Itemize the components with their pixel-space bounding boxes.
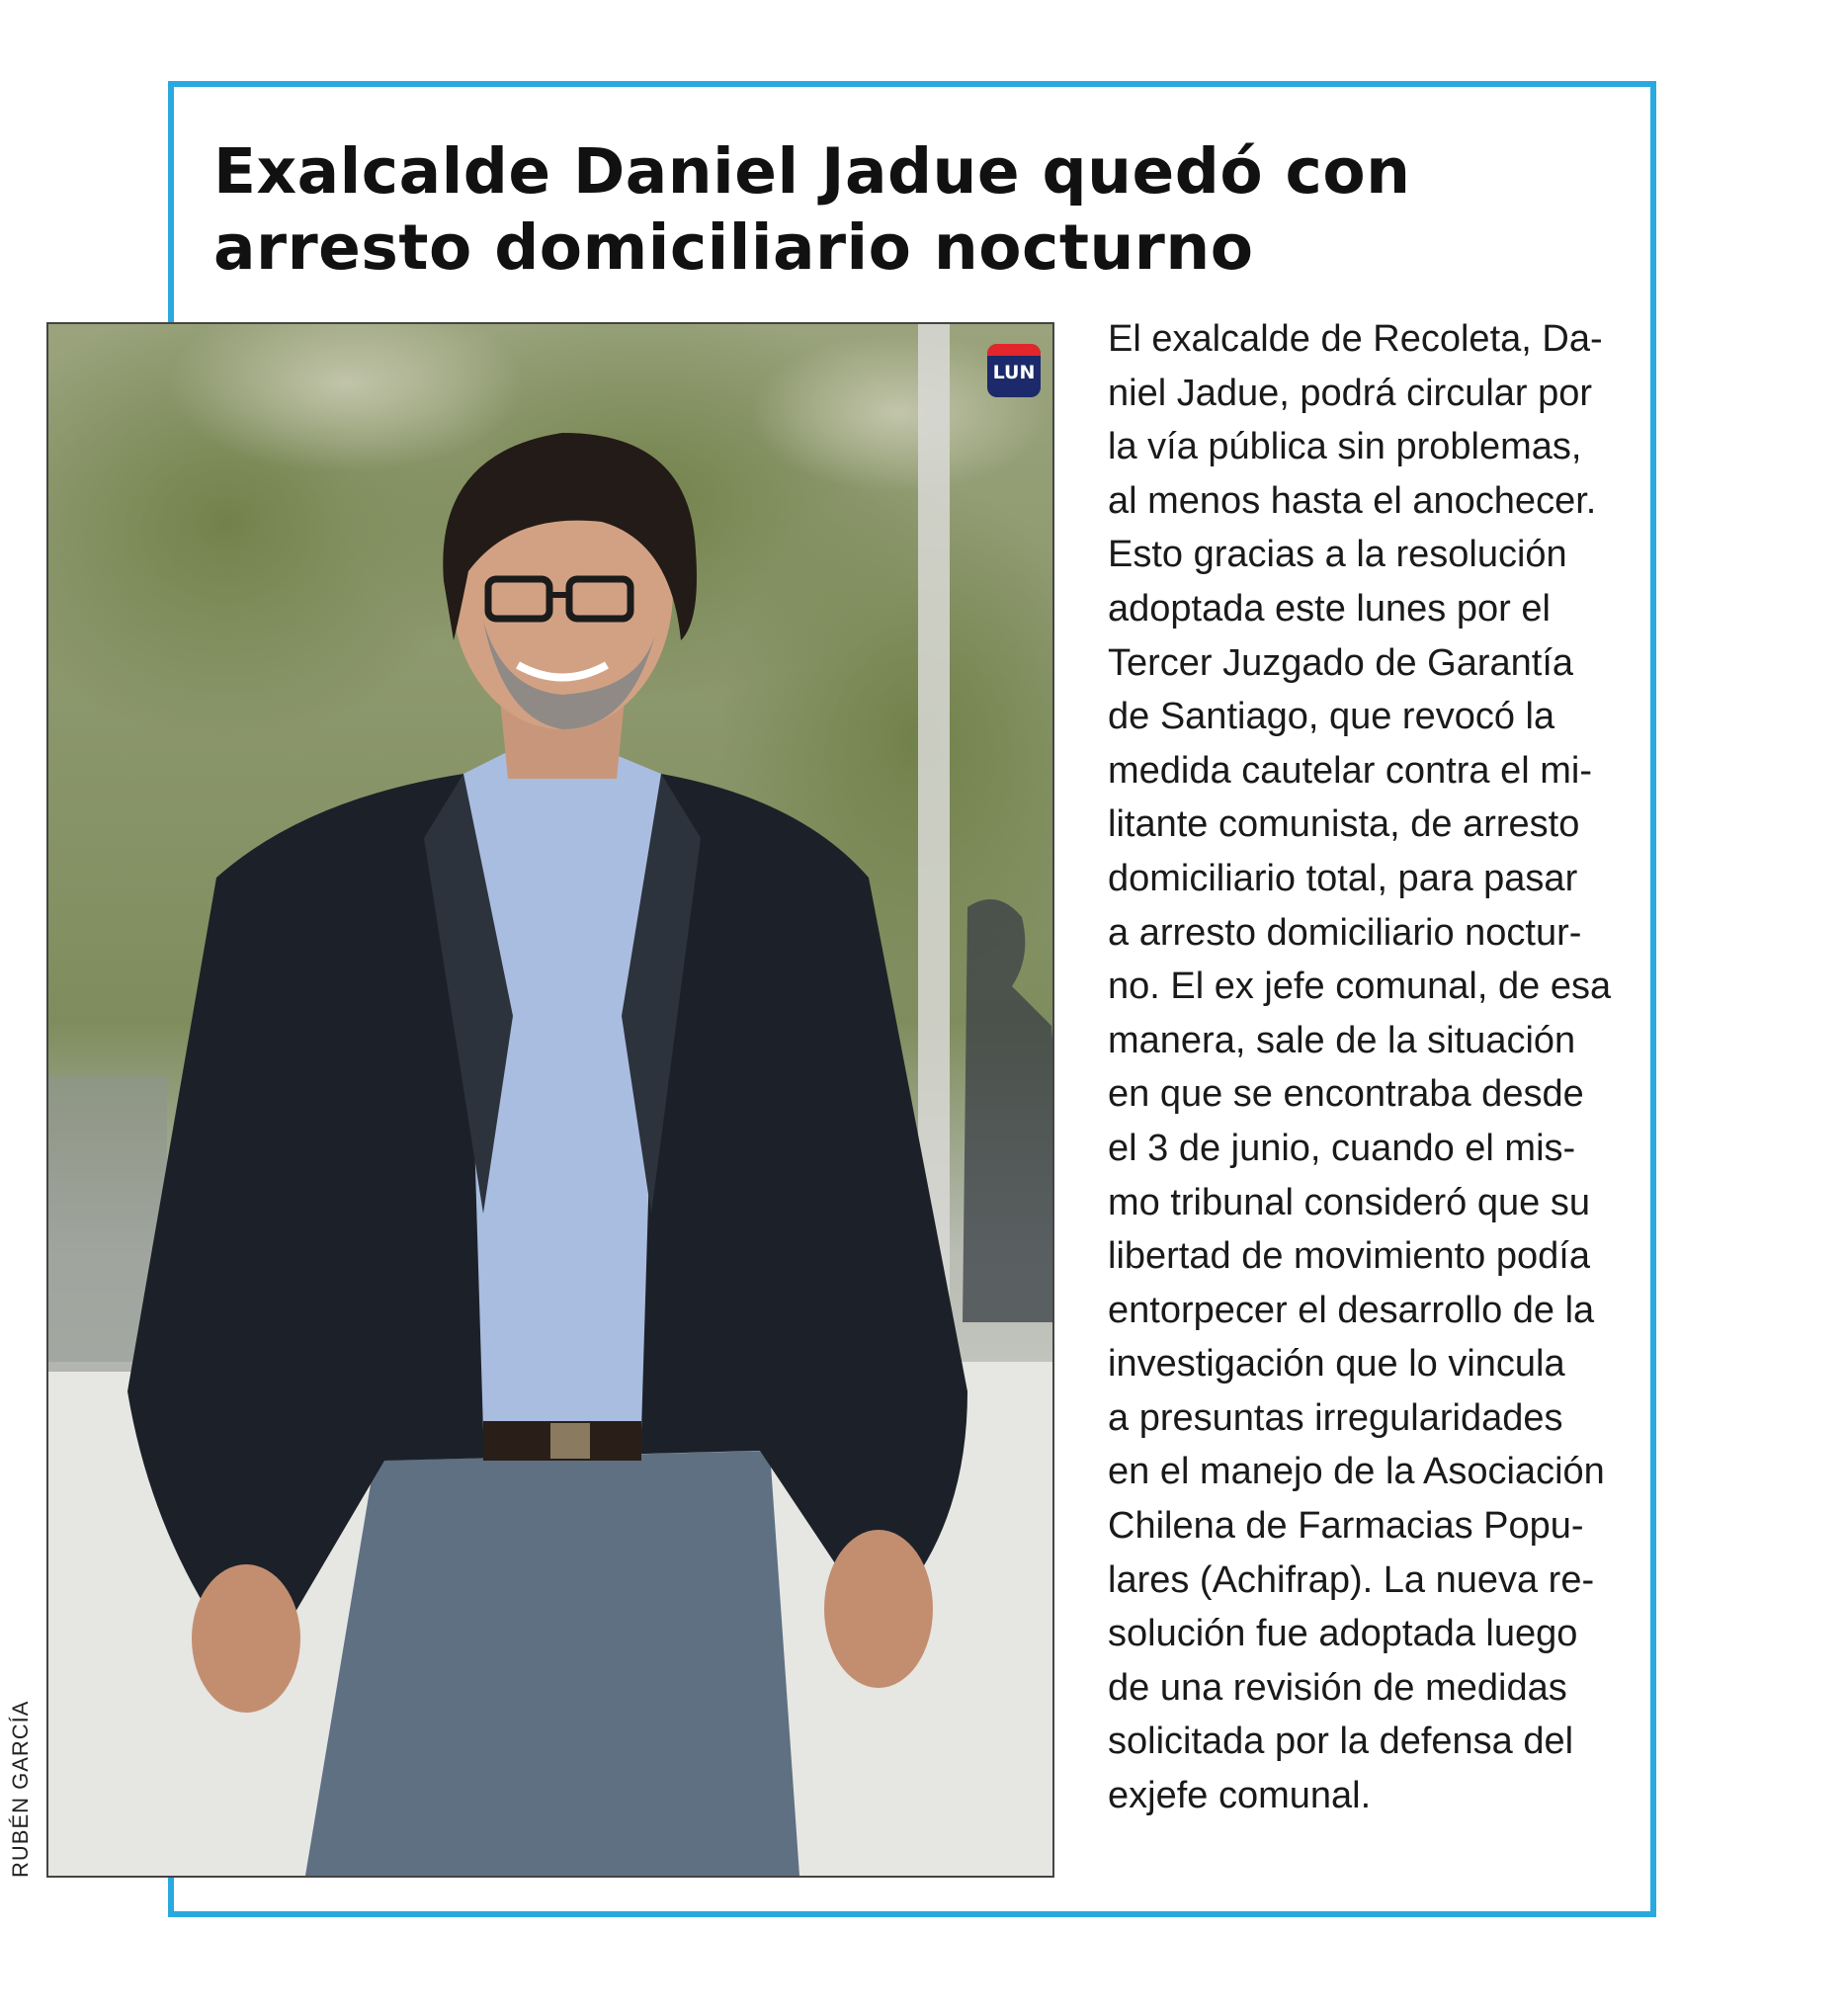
- article-body: El exalcalde de Recoleta, Da- niel Jadue, podrá circular por la vía pública sin problemas, al menos hasta el anochecer. Esto gracias a la resolución adoptada este lunes por el Tercer Juzgado de Garantía de Santiago, que revocó la medida cautelar contra el mi- litante comunista, de arresto domiciliario total, para pasar a arresto domiciliario noctur- no. El ex jefe comunal, de esa manera, sale de la situación en que se encontraba desde el 3 de junio, cuando el mis- mo tribunal consideró que su libertad de movimiento podía entorpecer el desarrollo de la investigación que lo vincula a presuntas irregularidades en el manejo de la Asociación Chilena de Farmacias Popu- lares (Achifrap). La nueva re- solución fue adoptada luego de una revisión de medidas solicitada por la defensa del exjefe comunal.: [1108, 318, 1612, 1817]
- photo-credit: RUBÉN GARCÍA: [8, 1700, 33, 1878]
- lun-logo: [987, 344, 1041, 397]
- article-headline: Exalcalde Daniel Jadue quedó con arresto domiciliario nocturno: [213, 135, 1411, 284]
- lun-logo-text: LUN: [992, 362, 1036, 383]
- photo-credit-wrap: [8, 1680, 38, 1878]
- photo-illustration: [48, 324, 1052, 1876]
- article-photo: [46, 322, 1054, 1878]
